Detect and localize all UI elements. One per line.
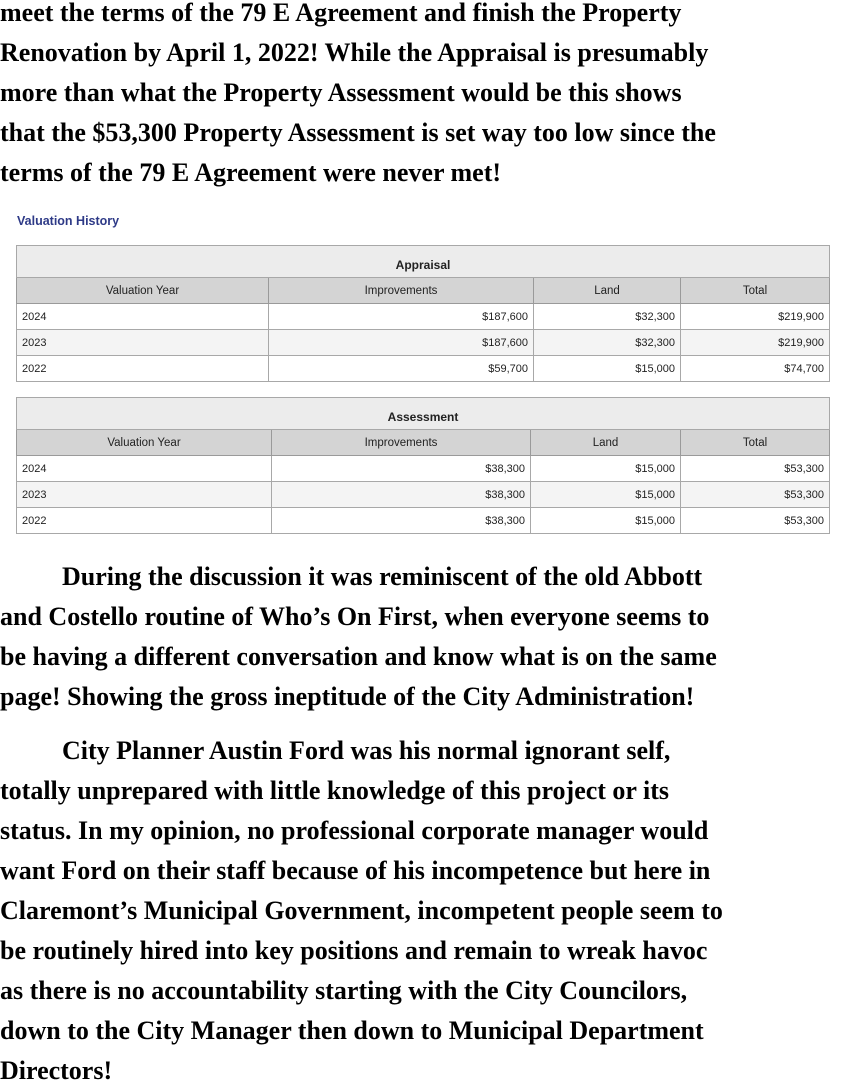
text-line: City Planner Austin Ford was his normal ignorant self, (62, 736, 671, 765)
total-cell: $74,700 (681, 356, 830, 382)
text-line: totally unprepared with little knowledge of this project or its (0, 776, 670, 805)
land-cell: $15,000 (534, 356, 681, 382)
total-cell: $53,300 (681, 456, 830, 482)
column-header-valuation-year: Valuation Year (17, 430, 272, 456)
improvements-cell: $38,300 (272, 482, 531, 508)
intro-paragraph (0, 0, 842, 193)
column-header-total: Total (681, 430, 830, 456)
improvements-cell: $187,600 (269, 330, 534, 356)
total-cell: $53,300 (681, 482, 830, 508)
column-header-improvements: Improvements (272, 430, 531, 456)
text-line: terms of the 79 E Agreement were never met! (0, 158, 502, 187)
valuation-year-cell: 2024 (17, 456, 272, 482)
valuation-year-cell: 2022 (17, 508, 272, 534)
valuation-year-cell: 2023 (17, 482, 272, 508)
valuation-year-cell: 2024 (17, 304, 269, 330)
text-line: be routinely hired into key positions and remain to wreak havoc (0, 936, 708, 965)
column-header-total: Total (681, 278, 830, 304)
improvements-cell: $59,700 (269, 356, 534, 382)
text-line: During the discussion it was reminiscent of the old Abbott (62, 562, 703, 591)
text-line: be having a different conversation and know what is on the same (0, 642, 717, 671)
land-cell: $32,300 (534, 330, 681, 356)
land-cell: $15,000 (531, 508, 681, 534)
text-line: Directors! (0, 1056, 113, 1085)
table-row (17, 304, 830, 330)
text-line: and Costello routine of Who’s On First, when everyone seems to (0, 602, 710, 631)
valuation-year-cell: 2023 (17, 330, 269, 356)
column-header-valuation-year: Valuation Year (17, 278, 269, 304)
text-line: Claremont’s Municipal Government, incompetent people seem to (0, 896, 723, 925)
assessment-caption: Assessment (17, 398, 830, 430)
land-cell: $32,300 (534, 304, 681, 330)
discussion-paragraph (0, 557, 842, 717)
assessment-table (16, 397, 830, 534)
improvements-cell: $38,300 (272, 508, 531, 534)
total-cell: $219,900 (681, 304, 830, 330)
text-line: meet the terms of the 79 E Agreement and finish the Property (0, 0, 682, 27)
appraisal-caption: Appraisal (17, 246, 830, 278)
table-row (17, 356, 830, 382)
total-cell: $219,900 (681, 330, 830, 356)
valuation-history-title: Valuation History (17, 214, 120, 228)
table-row (17, 330, 830, 356)
improvements-cell: $38,300 (272, 456, 531, 482)
column-header-land: Land (534, 278, 681, 304)
text-line: Renovation by April 1, 2022! While the Appraisal is presumably (0, 38, 709, 67)
text-line: that the $53,300 Property Assessment is set way too low since the (0, 118, 716, 147)
column-header-land: Land (531, 430, 681, 456)
valuation-year-cell: 2022 (17, 356, 269, 382)
improvements-cell: $187,600 (269, 304, 534, 330)
text-line: want Ford on their staff because of his incompetence but here in (0, 856, 711, 885)
land-cell: $15,000 (531, 456, 681, 482)
text-line: page! Showing the gross ineptitude of the City Administration! (0, 682, 695, 711)
column-header-improvements: Improvements (269, 278, 534, 304)
land-cell: $15,000 (531, 482, 681, 508)
appraisal-table (16, 245, 830, 382)
text-line: status. In my opinion, no professional corporate manager would (0, 816, 709, 845)
text-line: down to the City Manager then down to Municipal Department (0, 1016, 704, 1045)
text-line: as there is no accountability starting with the City Councilors, (0, 976, 688, 1005)
table-row (17, 482, 830, 508)
total-cell: $53,300 (681, 508, 830, 534)
text-line: more than what the Property Assessment would be this shows (0, 78, 682, 107)
table-row (17, 456, 830, 482)
table-row (17, 508, 830, 534)
city-planner-paragraph (0, 731, 842, 1091)
